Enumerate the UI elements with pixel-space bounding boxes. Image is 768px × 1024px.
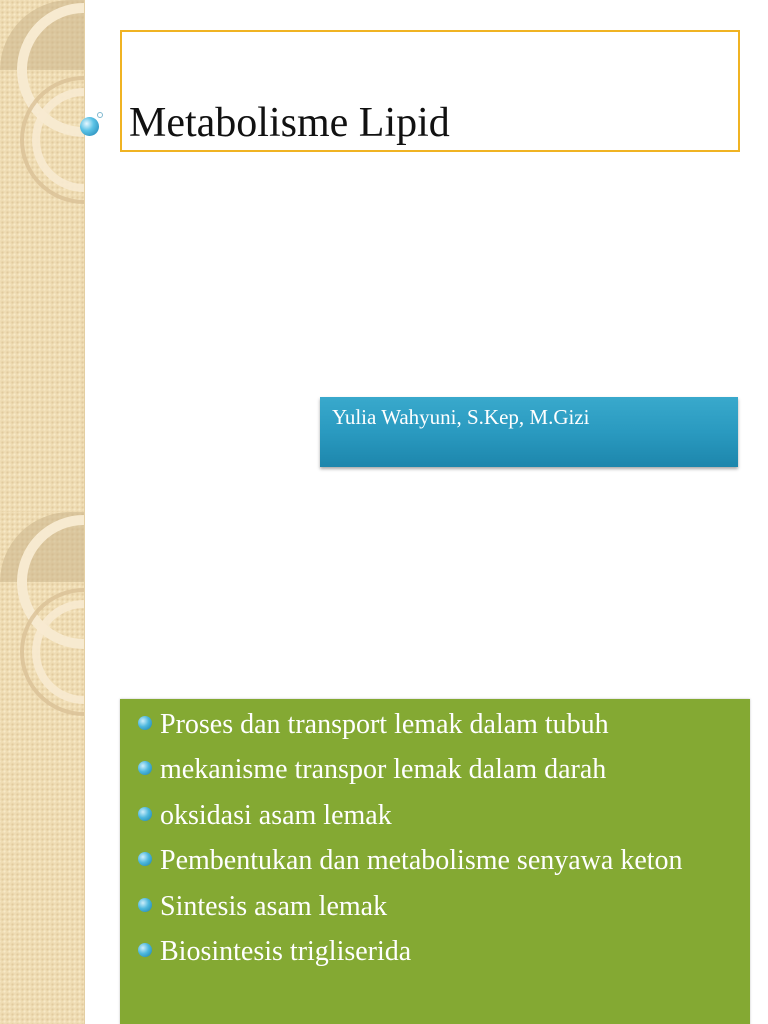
- bullet-icon: [138, 807, 152, 821]
- ring-ornament-icon: [0, 0, 84, 512]
- topic-text: mekanisme transpor lemak dalam darah: [160, 754, 607, 786]
- slide-title: Metabolisme Lipid: [129, 100, 450, 146]
- topic-list: [134, 707, 734, 979]
- list-item: [134, 752, 734, 788]
- author-name: Yulia Wahyuni, S.Kep, M.Gizi: [332, 405, 590, 429]
- topic-text: oksidasi asam lemak: [160, 799, 392, 831]
- topic-text: Biosintesis trigliserida: [160, 935, 412, 967]
- topics-box: [120, 699, 750, 1024]
- bullet-icon: [138, 852, 152, 866]
- topic-text: Proses dan transport lemak dalam tubuh: [160, 709, 609, 740]
- bullet-icon: [138, 943, 152, 957]
- topic-text: Sintesis asam lemak: [160, 890, 388, 922]
- list-item: [134, 889, 734, 925]
- list-item: [134, 843, 734, 879]
- decorative-side-strip: [0, 512, 85, 1024]
- list-item: [134, 798, 734, 834]
- ring-ornament-icon: [0, 512, 84, 1024]
- bullet-icon: [138, 716, 152, 730]
- list-item: [134, 707, 734, 743]
- bullet-icon: [138, 761, 152, 775]
- decorative-side-strip: [0, 0, 85, 512]
- blue-orb-icon: [80, 117, 99, 136]
- list-item: [134, 934, 734, 970]
- topic-text: Pembentukan dan metabolisme senyawa keton: [160, 845, 683, 877]
- bullet-icon: [138, 898, 152, 912]
- author-banner: [320, 397, 738, 467]
- content-slide: [0, 512, 768, 1024]
- small-ring-icon: [97, 112, 103, 118]
